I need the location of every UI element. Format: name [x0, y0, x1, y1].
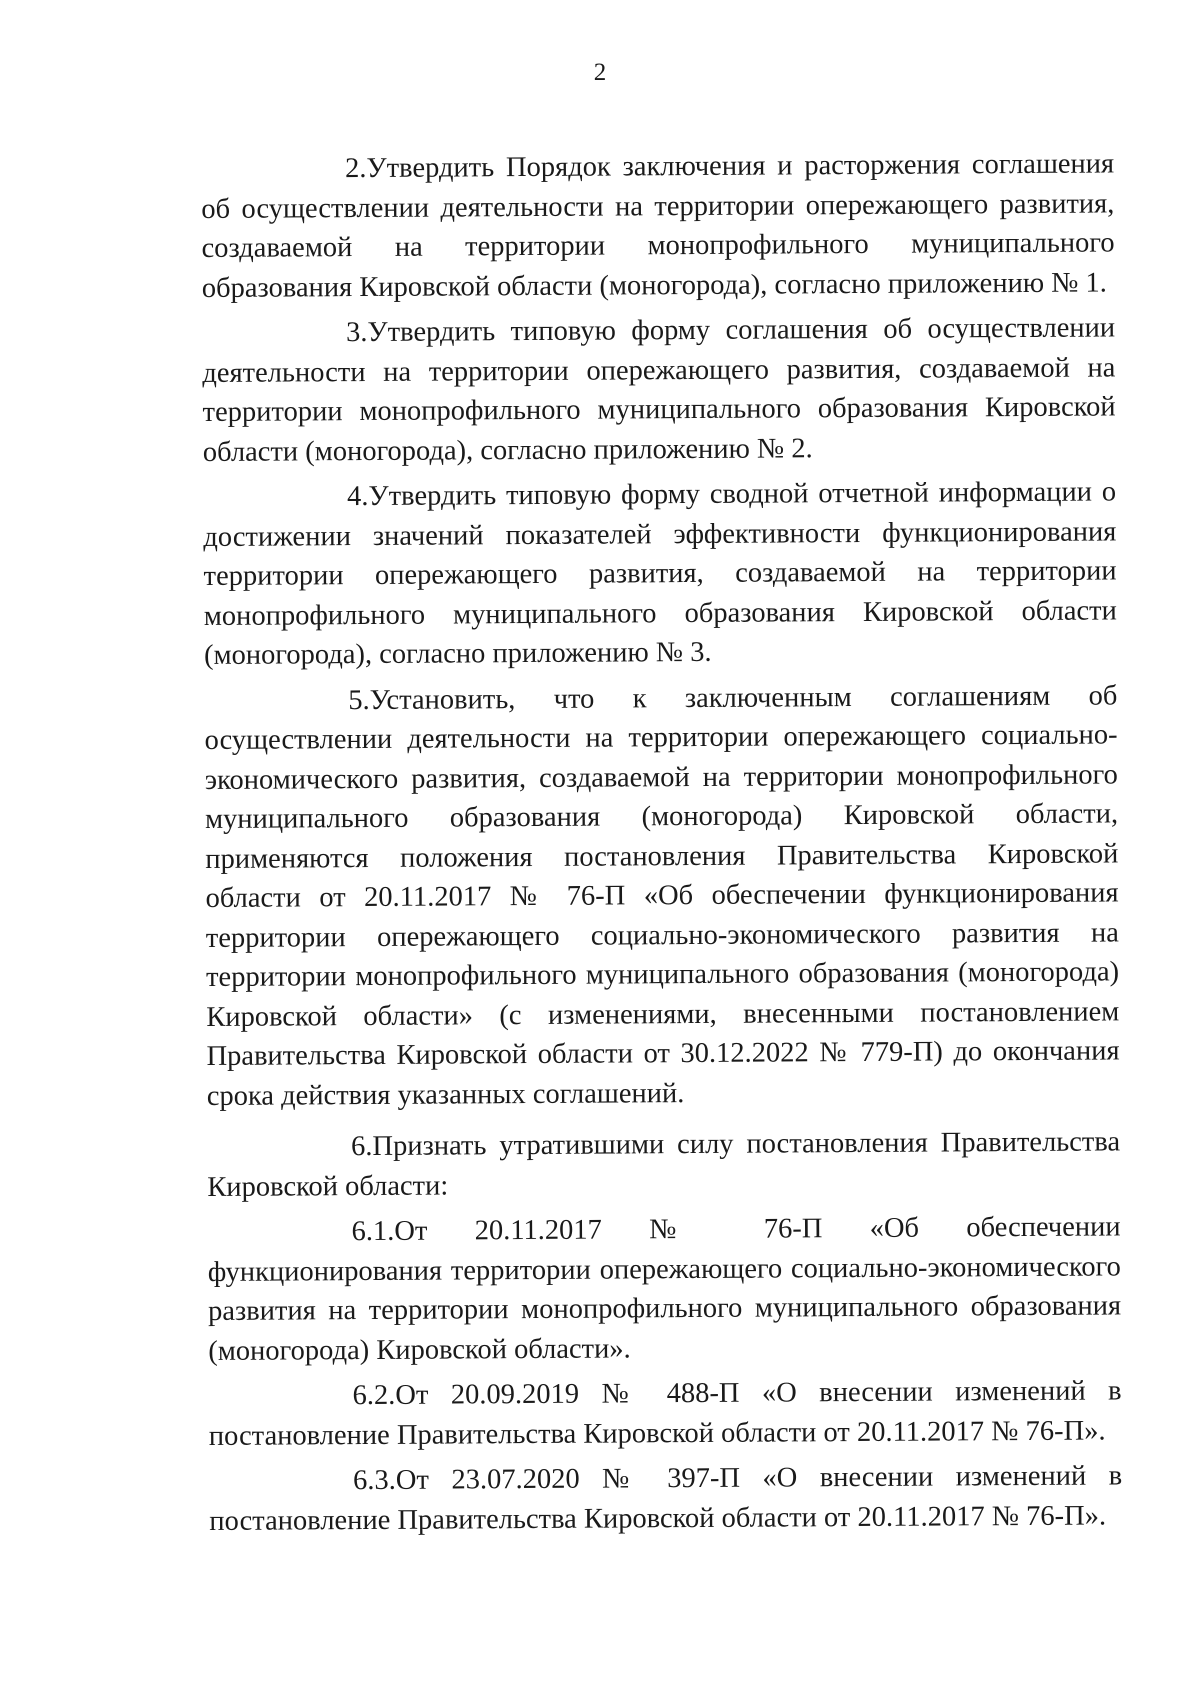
paragraph-text: Признать утратившими силу постановления Правительства Кировской области: — [207, 1126, 1121, 1203]
document-body — [201, 144, 1123, 1547]
paragraph-5 — [204, 676, 1120, 1116]
paragraph-number: 6.3. — [353, 1464, 396, 1497]
paragraph-text: От 23.07.2020 № 397-П «О внесении изменений в постановление Правительства Кировской области от 20.11.2017 № 76-П». — [209, 1460, 1123, 1537]
paragraph-text: Утвердить типовую форму соглашения об осуществлении деятельности на территории опережающего развития, создаваемой на территории монопрофильного муниципального образования Кировской области (моногорода), согласно приложению № 2. — [202, 312, 1116, 468]
paragraph-number: 6.1. — [351, 1215, 395, 1248]
paragraph-number: 6.2. — [352, 1379, 396, 1412]
paragraph-text: От 20.09.2019 № 488-П «О внесении изменений в постановление Правительства Кировской области от 20.11.2017 № 76-П». — [208, 1375, 1122, 1452]
paragraph-text: Утвердить Порядок заключения и расторжения соглашения об осуществлении деятельности на территории опережающего развития, создаваемой на территории монопрофильного муниципального образования Кировской области (моногорода), согласно приложению № 1. — [201, 148, 1115, 304]
paragraph-2 — [201, 144, 1115, 308]
paragraph-number: 2. — [345, 152, 367, 185]
paragraph-number: 4. — [347, 480, 369, 513]
paragraph-3 — [202, 308, 1116, 472]
paragraph-6-2 — [208, 1371, 1121, 1456]
paragraph-4 — [203, 472, 1117, 675]
page-number: 2 — [593, 59, 607, 86]
paragraph-6-1 — [207, 1207, 1121, 1371]
paragraph-text: От 20.11.2017 № 76-П «Об обеспечении функционирования территории опережающего социально-экономического развития на территории монопрофильного муниципального образования (моногорода) Кировской области». — [207, 1211, 1122, 1367]
paragraph-number: 5. — [348, 684, 370, 716]
paragraph-number: 3. — [346, 316, 368, 349]
paragraph-text: Установить, что к заключенным соглашениям об осуществлении деятельности на территории опережающего социально-экономического развития, создаваемой на территории монопрофильного муниципального образования (моногорода) Кировской области, применяются положения постановления Правительства Кировской области от 20.11.2017 № 76-П «Об обеспечении функционирования территории опережающего социально-экономического развития на территории монопрофильного муниципального образования (моногорода) Кировской области» (с изменениями, внесенными постановлением Правительства Кировской области от 30.12.2022 № 779-П) до окончания срока действия указанных соглашений. — [204, 679, 1120, 1112]
paragraph-number: 6. — [350, 1130, 373, 1163]
paragraph-6 — [207, 1122, 1120, 1207]
paragraph-text: Утвердить типовую форму сводной отчетной информации о достижении значений показателей эффективности функционирования территории опережающего развития, создаваемой на территории монопрофильного муниципального образования Кировской области (моногорода), согласно приложению № 3. — [203, 476, 1117, 671]
paragraph-6-3 — [209, 1456, 1122, 1541]
